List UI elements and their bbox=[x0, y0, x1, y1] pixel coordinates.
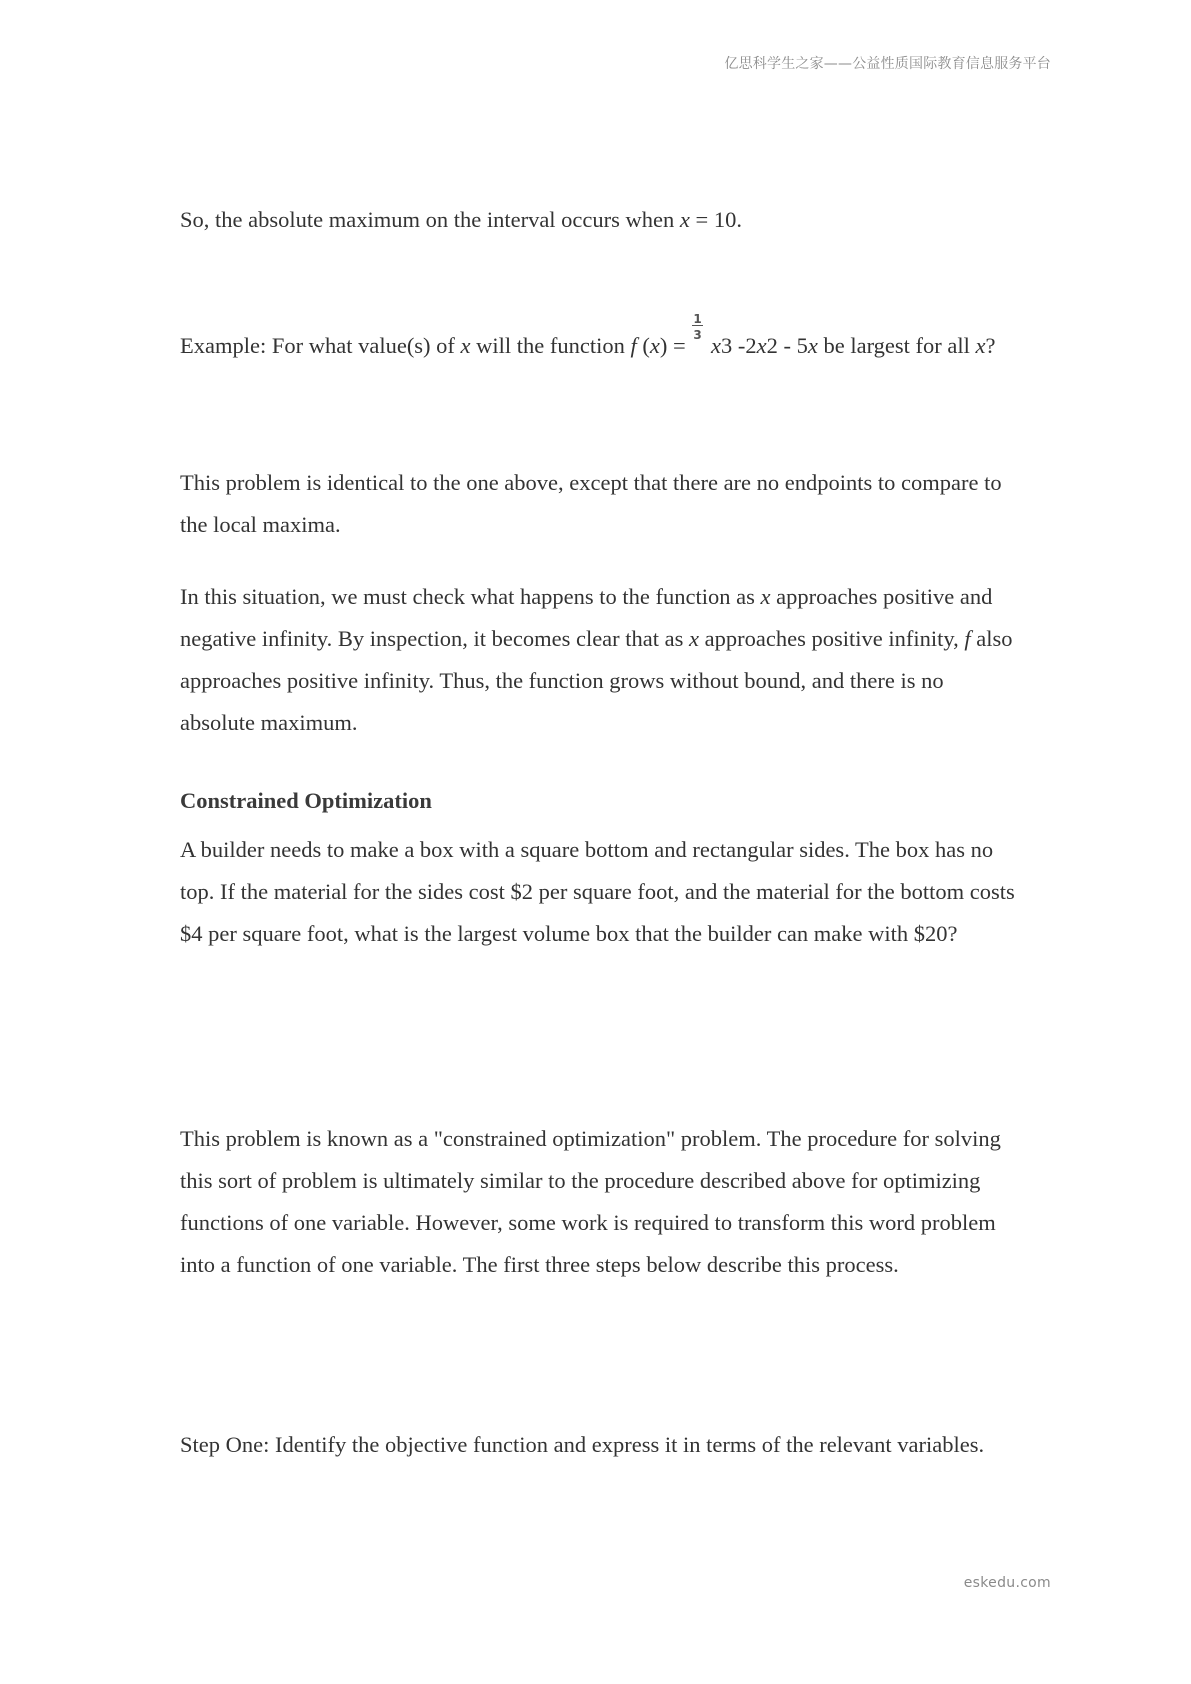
site-tagline: 亿思科学生之家——公益性质国际教育信息服务平台 bbox=[724, 56, 1051, 72]
paragraph-constrained-optimization bbox=[180, 1118, 1020, 1286]
variable: x bbox=[649, 333, 660, 358]
variable: x bbox=[689, 626, 700, 651]
text: will the function bbox=[470, 333, 631, 358]
text: = 10. bbox=[689, 207, 742, 232]
text: This problem is known as a "constrained optimization" problem. The procedure for solving this sort of problem is ultimately similar to the procedure described above for optimizing functions of one variable. However, some work is required to transform this word problem into a function of one variable. The first three steps below describe this process. bbox=[180, 1126, 1001, 1277]
fraction-denominator: 3 bbox=[693, 328, 702, 342]
paragraph-absolute-maximum bbox=[180, 197, 1020, 242]
text: This problem is identical to the one above, except that there are no endpoints to compare to the local maxima. bbox=[180, 470, 1002, 537]
text: A builder needs to make a box with a square bottom and rectangular sides. The box has no top. If the material for the sides cost $2 per square foot, and the material for the bottom costs $4 per square foot, what is the largest volume box that the builder can make with $20? bbox=[180, 837, 1015, 946]
text: So, the absolute maximum on the interval occurs when bbox=[180, 207, 680, 232]
site-domain: eskedu.com bbox=[963, 1575, 1051, 1591]
paragraph-example bbox=[180, 312, 1020, 368]
section-heading: Constrained Optimization bbox=[180, 788, 432, 813]
text: 3 -2 bbox=[720, 333, 757, 358]
paragraph-step-one bbox=[180, 1424, 1020, 1466]
fraction-numerator: 1 bbox=[693, 312, 702, 326]
fraction-one-third bbox=[691, 312, 705, 353]
text: approaches positive and negative infinity. By inspection, it becomes clear that as bbox=[180, 584, 993, 651]
paragraph-no-endpoints bbox=[180, 462, 1020, 546]
text: ) = bbox=[659, 333, 692, 358]
variable: x bbox=[975, 333, 986, 358]
variable: x bbox=[710, 333, 721, 358]
text: ? bbox=[985, 333, 996, 358]
text: In this situation, we must check what happens to the function as bbox=[180, 584, 761, 609]
variable: x bbox=[679, 207, 690, 232]
variable: x bbox=[807, 333, 818, 358]
text: 2 - 5 bbox=[766, 333, 808, 358]
text: Step One: Identify the objective function and express it in terms of the relevant variables. bbox=[180, 1432, 985, 1457]
variable: x bbox=[756, 333, 767, 358]
text: also approaches positive infinity. Thus, the function grows without bound, and there is no absolute maximum. bbox=[180, 626, 1013, 735]
variable: x bbox=[460, 333, 471, 358]
text: Example: For what value(s) of bbox=[180, 333, 461, 358]
text: be largest for all bbox=[817, 333, 976, 358]
paragraph-infinity bbox=[180, 576, 1020, 744]
text: ( bbox=[636, 333, 650, 358]
text: approaches positive infinity, bbox=[699, 626, 965, 651]
function-name: f bbox=[964, 626, 971, 651]
variable: x bbox=[760, 584, 771, 609]
paragraph-builder-problem bbox=[180, 829, 1020, 955]
function-name: f bbox=[630, 333, 637, 358]
